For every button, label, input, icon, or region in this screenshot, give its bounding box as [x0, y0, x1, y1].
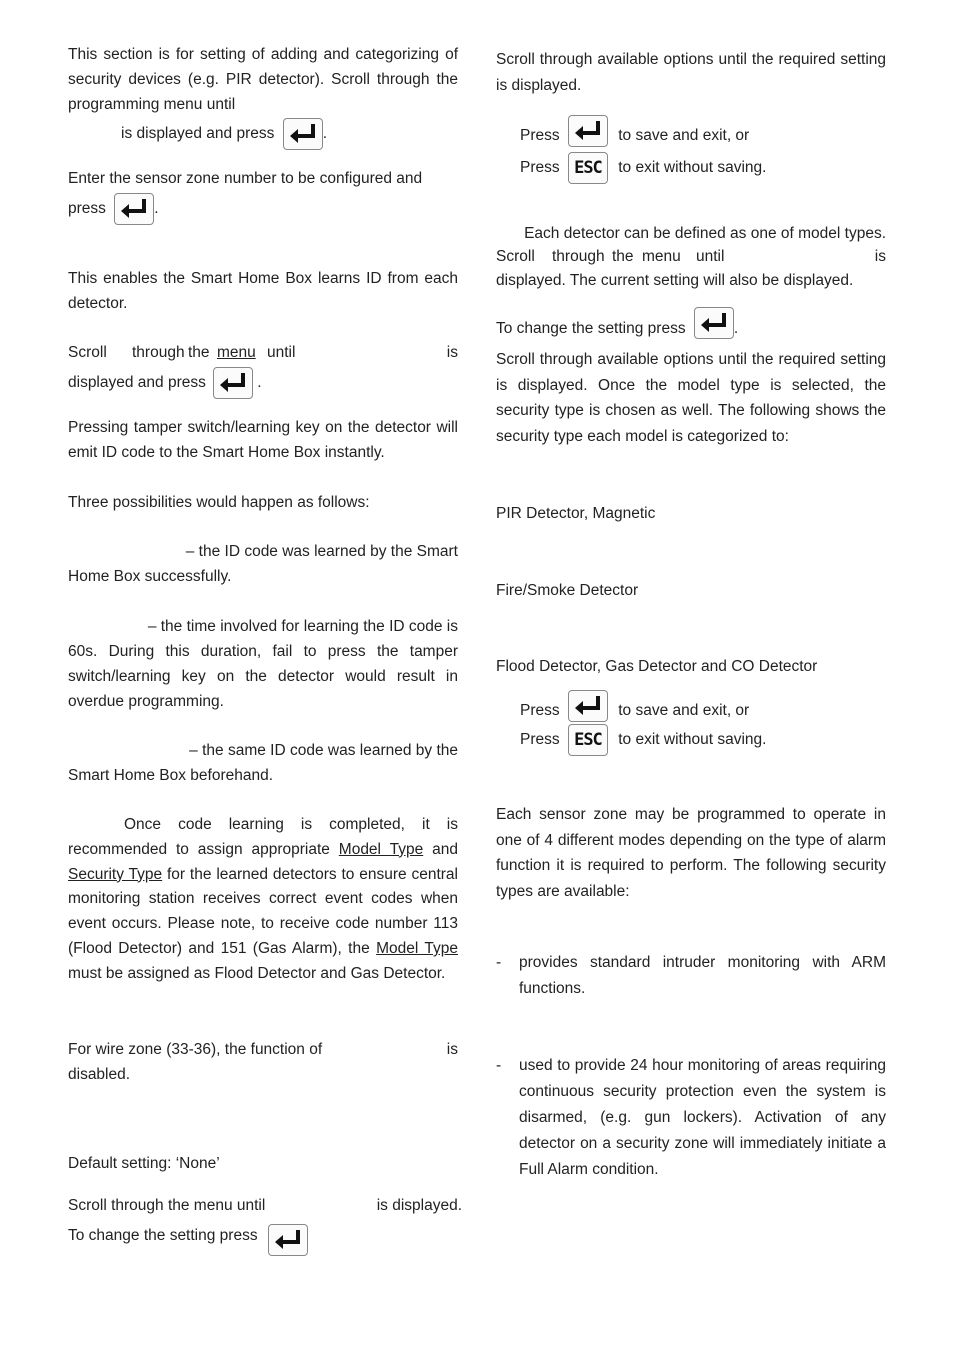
learn-paragraph: This enables the Smart Home Box learns ID from each detector. — [68, 270, 458, 312]
scroll-line: Scroll through the menu until is — [68, 344, 458, 361]
enter-key-icon — [700, 311, 728, 335]
bullet-item-2: - used to provide 24 hour monitoring of areas requiring continuous security protection even the system is disarmed, (e.g. gun lockers). Activation of any detector on a security zone will immediately initiate a Full Alarm condition. — [496, 1057, 886, 1178]
model-types-line: Each detector can be defined as one of model types. — [524, 225, 886, 242]
enter-key-icon — [120, 197, 148, 221]
default-setting: Default setting: ‘None’ — [68, 1155, 220, 1172]
enter-key-button[interactable] — [268, 1224, 308, 1256]
success-line-2: Home Box successfully. — [68, 568, 232, 585]
intro-paragraph: This section is for setting of adding and categorizing of security devices (e.g. PIR detector). Scroll through the programming menu until — [68, 46, 458, 113]
enter-key-button[interactable] — [694, 307, 734, 339]
save-line-1: Press to save and exit, or — [520, 125, 749, 147]
exit-line-2: Press ESC to exit without saving. — [520, 724, 766, 756]
enter-key-button[interactable] — [283, 118, 323, 150]
duplicate-line: – the same ID code was learned by the — [189, 742, 458, 759]
duplicate-line-2: Smart Home Box beforehand. — [68, 767, 274, 784]
enter-key-icon — [274, 1228, 302, 1252]
model-options-paragraph: Scroll through available options until the required setting is displayed. Once the model type is selected, the security type is chosen as well. The following shows the security type each model is categorized to: — [496, 351, 886, 445]
timeout-paragraph: 60s. During this duration, fail to press the tamper switch/learning key on the detector would result in overdue programming. — [68, 643, 458, 710]
model-list-2: Fire/Smoke Detector — [496, 582, 639, 599]
model-list-1: PIR Detector, Magnetic — [496, 505, 656, 522]
enter-key-button[interactable] — [213, 367, 253, 399]
save-line-2: Press to save and exit, or — [520, 700, 749, 722]
possibilities-paragraph: Three possibilities would happen as follows: — [68, 494, 370, 511]
exit-line-1: Press ESC to exit without saving. — [520, 152, 766, 184]
recommend-paragraph: Once code learning is completed, it is recommended to assign appropriate Model Type and Security Type for the learned detectors to ensure central monitoring station receives correct event codes when event occurs. Please note, to receive code number 113 (Flood Detector) and 151 (Gas Alarm), the Model Type must be assigned as Flood Detector and Gas Detector. — [68, 816, 458, 982]
change-model-line: To change the setting press . — [496, 318, 738, 340]
change-setting-line: To change the setting press — [68, 1216, 308, 1256]
scroll-press-line: displayed and press . — [68, 367, 262, 399]
model-list-3: Flood Detector, Gas Detector and CO Detector — [496, 658, 818, 675]
esc-key-button[interactable]: ESC — [568, 724, 608, 756]
tamper-paragraph: Pressing tamper switch/learning key on the detector will emit ID code to the Smart Home Box instantly. — [68, 419, 458, 461]
options-paragraph: Scroll through available options until the required setting is displayed. — [496, 51, 886, 94]
security-types-paragraph: Each sensor zone may be programmed to operate in one of 4 different modes depending on the type of alarm function it is required to perform. The following security types are available: — [496, 806, 886, 901]
model-current-line: displayed. The current setting will also be displayed. — [496, 272, 854, 289]
esc-key-button[interactable]: ESC — [568, 152, 608, 184]
enter-key-icon — [574, 119, 602, 143]
intro-line-end: is displayed and press . — [121, 118, 327, 150]
wire-zone-line-2: disabled. — [68, 1066, 131, 1083]
wire-zone-line: For wire zone (33-36), the function of is — [68, 1041, 458, 1058]
enter-key-icon — [219, 371, 247, 395]
enter-key-button[interactable] — [568, 115, 608, 147]
enter-key-button[interactable] — [568, 690, 608, 722]
zone-press-line: press . — [68, 193, 159, 225]
success-line: – the ID code was learned by the Smart — [185, 543, 458, 560]
model-scroll-line: Scroll through the menu until is — [496, 248, 886, 265]
zone-paragraph: Enter the sensor zone number to be configured and — [68, 170, 423, 187]
scroll-menu-line: Scroll through the menu until is displayed. — [68, 1197, 462, 1214]
enter-key-icon — [289, 122, 317, 146]
bullet-item-1: - provides standard intruder monitoring with ARM functions. — [496, 954, 886, 997]
enter-key-button[interactable] — [114, 193, 154, 225]
timeout-line: – the time involved for learning the ID code is — [147, 618, 458, 635]
enter-key-icon — [574, 694, 602, 718]
